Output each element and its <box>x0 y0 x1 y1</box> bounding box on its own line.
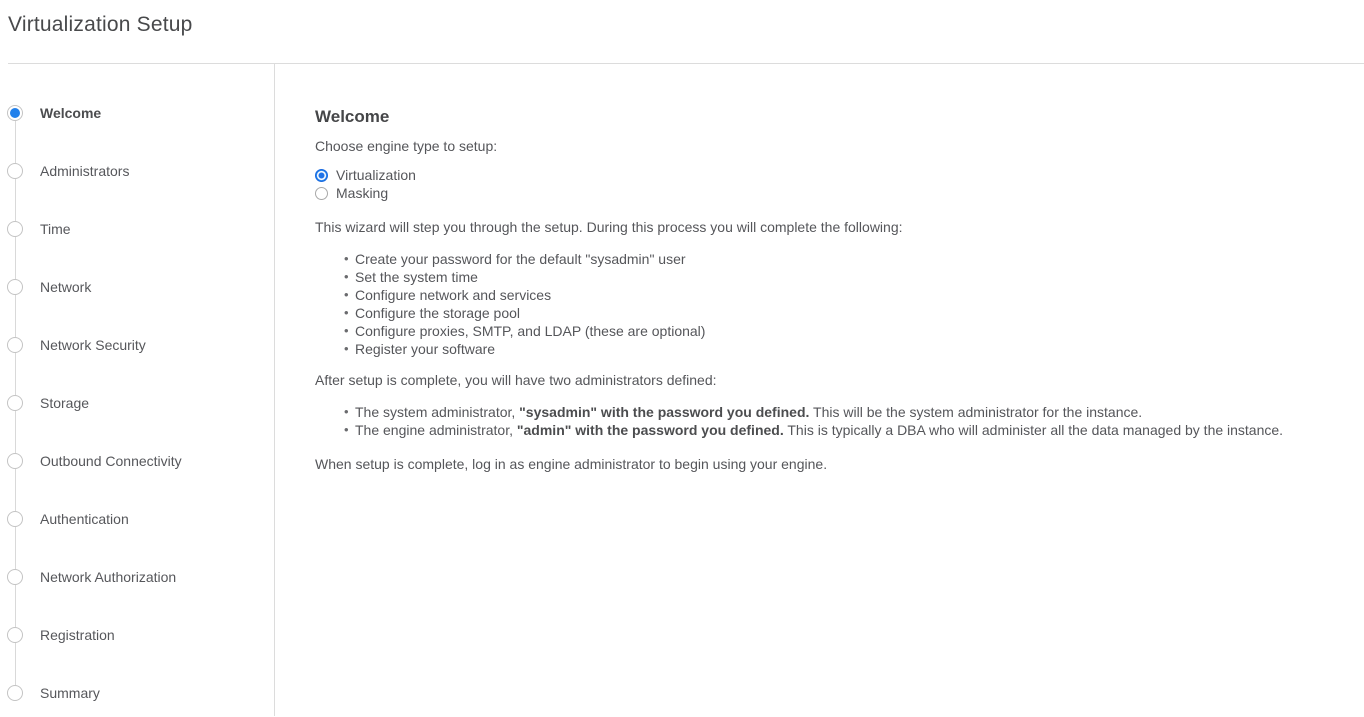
outro-text: When setup is complete, log in as engine administrator to begin using your engine. <box>315 456 828 472</box>
step-authentication[interactable] <box>0 490 274 548</box>
step-label: Administrators <box>40 163 130 179</box>
admin-bold: "admin" with the password you defined. <box>516 422 784 438</box>
step-radio-icon <box>7 163 23 179</box>
step-time[interactable] <box>0 200 274 258</box>
step-label: Registration <box>40 627 115 643</box>
list-item <box>315 421 1334 439</box>
list-item <box>315 403 1334 421</box>
step-radio-icon <box>7 453 23 469</box>
admin-prefix: The engine administrator, <box>355 422 517 438</box>
page-title: Virtualization Setup <box>8 13 193 36</box>
step-label: Welcome <box>40 105 102 121</box>
setup-stepper <box>0 64 274 717</box>
body-wrap <box>0 64 1364 716</box>
step-radio-icon <box>7 569 23 585</box>
setup-stepper-sidebar <box>0 64 275 716</box>
step-radio-icon <box>7 511 23 527</box>
step-label: Authentication <box>40 511 129 527</box>
list-item: • Create your password for the default "sysadmin" user <box>315 250 1334 268</box>
step-radio-icon <box>7 221 23 237</box>
step-radio-icon <box>7 627 23 643</box>
engine-type-radio-group <box>315 166 1334 202</box>
list-item: • Configure the storage pool <box>315 304 1334 322</box>
step-label: Summary <box>40 685 100 701</box>
list-item: • Register your software <box>315 340 1334 358</box>
step-storage[interactable] <box>0 374 274 432</box>
admin-bold: "sysadmin" with the password you defined. <box>519 404 810 420</box>
list-item: • Configure network and services <box>315 286 1334 304</box>
setup-tasks-list <box>315 250 1334 358</box>
administrators-list <box>315 403 1334 439</box>
admin-suffix: This will be the system administrator for the instance. <box>809 404 1143 420</box>
page-header <box>8 0 1364 64</box>
step-administrators[interactable] <box>0 142 274 200</box>
radio-option-masking[interactable] <box>315 184 1334 202</box>
step-radio-icon <box>7 105 23 121</box>
step-network-authorization[interactable] <box>0 548 274 606</box>
welcome-pane <box>275 64 1364 716</box>
wizard-intro-text: This wizard will step you through the setup. During this process you will complete the following: <box>315 219 903 235</box>
step-label: Network Security <box>40 337 146 353</box>
step-label: Storage <box>40 395 90 411</box>
radio-option-virtualization[interactable] <box>315 166 1334 184</box>
admin-suffix: This is typically a DBA who will administer all the data managed by the instance. <box>783 422 1284 438</box>
step-network-security[interactable] <box>0 316 274 374</box>
engine-type-prompt: Choose engine type to setup: <box>315 138 498 154</box>
active-step-dot-icon <box>10 108 20 118</box>
step-outbound-connectivity[interactable] <box>0 432 274 490</box>
step-label: Network Authorization <box>40 569 177 585</box>
list-item: • Configure proxies, SMTP, and LDAP (these are optional) <box>315 322 1334 340</box>
step-label: Network <box>40 279 92 295</box>
admins-intro-text: After setup is complete, you will have two administrators defined: <box>315 372 717 388</box>
radio-checked-icon[interactable] <box>315 169 328 182</box>
step-radio-icon <box>7 279 23 295</box>
step-label: Time <box>40 221 71 237</box>
step-summary[interactable] <box>0 664 274 717</box>
step-registration[interactable] <box>0 606 274 664</box>
step-radio-icon <box>7 685 23 701</box>
step-welcome[interactable] <box>0 84 274 142</box>
step-radio-icon <box>7 395 23 411</box>
radio-label: Virtualization <box>336 167 416 183</box>
radio-label: Masking <box>336 185 389 201</box>
list-item: • Set the system time <box>315 268 1334 286</box>
step-label: Outbound Connectivity <box>40 453 182 469</box>
radio-unchecked-icon[interactable] <box>315 187 328 200</box>
section-heading: Welcome <box>315 107 390 126</box>
step-radio-icon <box>7 337 23 353</box>
step-network[interactable] <box>0 258 274 316</box>
admin-prefix: The system administrator, <box>355 404 520 420</box>
